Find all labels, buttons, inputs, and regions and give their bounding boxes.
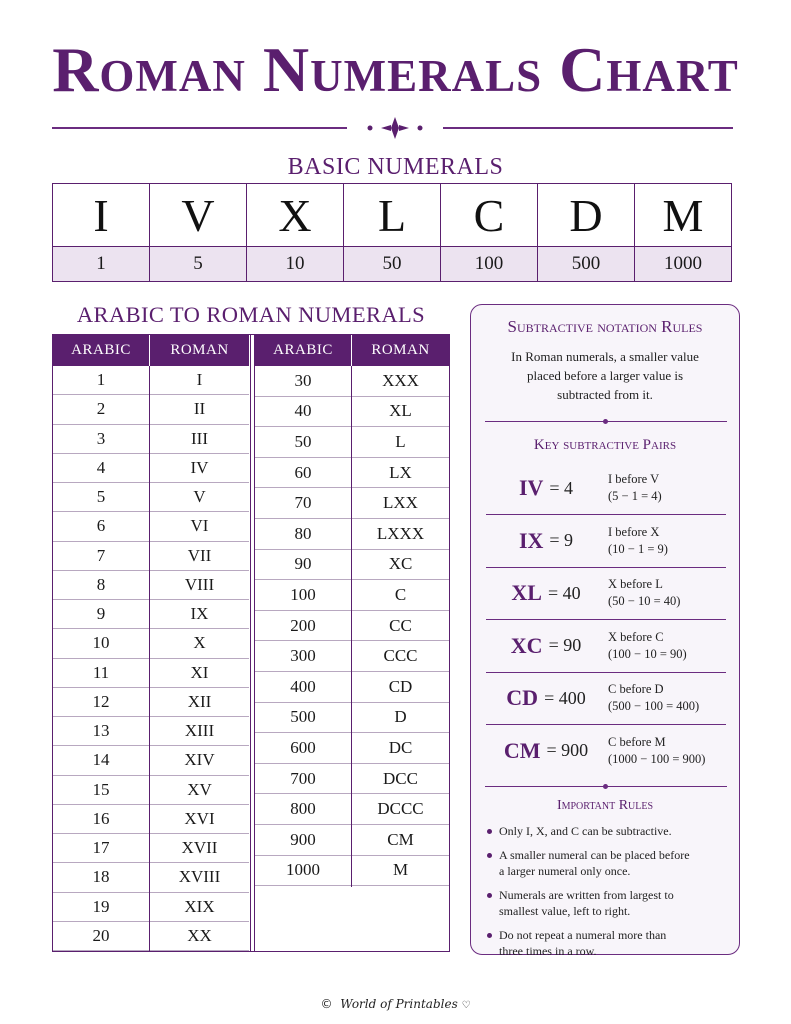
basic-col [247, 184, 344, 281]
pair-description [608, 734, 705, 768]
roman-cell: IV [150, 454, 249, 483]
pair-description [608, 471, 662, 505]
basic-symbol: M [662, 189, 704, 241]
roman-cell: XIII [150, 717, 249, 746]
arabic-cell: 600 [255, 733, 351, 764]
pair-line: (1000 − 100 = 900) [608, 751, 706, 766]
arabic-cell: 8 [53, 571, 149, 600]
pair-line: X before C [608, 629, 664, 644]
basic-symbol: V [181, 189, 215, 241]
subtractive-pair [486, 725, 726, 777]
arabic-cell: 13 [53, 717, 149, 746]
arabic-cell: 6 [53, 512, 149, 541]
header-arabic: ARABIC [255, 335, 351, 366]
pair-equation [486, 515, 606, 567]
subtractive-intro [471, 347, 739, 404]
arabic-cell: 7 [53, 542, 149, 571]
divider-dot [603, 784, 608, 789]
arabic-cell: 400 [255, 672, 351, 703]
rules-title: Important Rules [556, 798, 654, 813]
arabic-cell: 300 [255, 641, 351, 672]
basic-value: 100 [441, 246, 537, 281]
arabic-cell: 14 [53, 746, 149, 775]
intro-line: placed before a larger value is [526, 368, 684, 383]
basic-symbol: L [377, 189, 407, 241]
header-roman: ROMAN [150, 335, 249, 366]
roman-cell: DCC [352, 764, 449, 795]
pair-symbol: IV [518, 475, 544, 500]
roman-cell: LXXX [352, 519, 449, 550]
roman-cell: D [352, 703, 449, 734]
basic-value: 1 [53, 246, 149, 281]
pair-equation [486, 567, 606, 619]
pair-symbol: IX [518, 527, 544, 553]
divider-dot [603, 419, 608, 424]
subtractive-pair [486, 462, 726, 515]
pair-description [608, 681, 699, 715]
rules-list [483, 823, 733, 967]
arabic-cell: 500 [255, 703, 351, 734]
basic-value: 1000 [635, 246, 731, 281]
rule-item [483, 887, 733, 920]
arabic-cell: 90 [255, 550, 351, 581]
subtractive-panel [470, 304, 740, 958]
arabic-cell: 3 [53, 425, 149, 454]
heart-icon: ♡ [461, 1000, 471, 1011]
arabic-cell: 20 [53, 922, 149, 951]
rule-line: Numerals are written from largest to [499, 887, 674, 902]
pair-symbol: XC [510, 632, 543, 658]
rule-item [483, 823, 733, 840]
pair-description [608, 629, 687, 663]
arabic-to-roman-table [52, 334, 450, 952]
rule-line: A smaller numeral can be placed before [499, 847, 690, 862]
roman-cell: VI [150, 512, 249, 541]
arabic-cell: 1 [53, 366, 149, 395]
arabic-cell: 18 [53, 863, 149, 892]
pair-value: = 40 [547, 582, 581, 603]
page-title: Roman Numerals Chart [52, 34, 739, 105]
roman-cell: XVI [150, 805, 249, 834]
arabic-cell: 12 [53, 688, 149, 717]
basic-col [441, 184, 538, 281]
roman-cell: VIII [150, 571, 249, 600]
subtractive-title: Subtractive notation Rules [507, 317, 703, 336]
roman-cell: CD [352, 672, 449, 703]
pair-equation [486, 462, 606, 514]
footer [0, 997, 791, 1011]
roman-cell: XV [150, 776, 249, 805]
brand-logo: World of Printables [340, 997, 458, 1011]
basic-symbol: X [278, 189, 312, 241]
arabic-cell: 70 [255, 488, 351, 519]
arabic-cell: 2 [53, 395, 149, 424]
pair-value: = 90 [548, 635, 582, 655]
roman-cell: I [150, 366, 249, 395]
arabic-cell: 50 [255, 427, 351, 458]
arabic-cell: 19 [53, 893, 149, 922]
arabic-cell: 40 [255, 397, 351, 428]
rule-line: three times in a row. [499, 944, 597, 958]
pair-value: = 400 [544, 687, 586, 708]
roman-cell: XL [352, 397, 449, 428]
pair-equation [486, 620, 606, 672]
pair-equation [486, 725, 606, 777]
pair-symbol: XL [511, 580, 542, 605]
basic-value: 500 [538, 246, 634, 281]
pair-line: (500 − 100 = 400) [608, 699, 700, 713]
arabic-cell: 60 [255, 458, 351, 489]
arabic-cell: 16 [53, 805, 149, 834]
basic-value: 5 [150, 246, 246, 281]
roman-cell: X [150, 629, 249, 658]
intro-line: In Roman numerals, a smaller value [511, 349, 699, 364]
basic-numerals-table [52, 183, 732, 282]
rule-line: Do not repeat a numeral more than [499, 927, 667, 942]
roman-cell: XII [150, 688, 249, 717]
arabic-cell: 11 [53, 659, 149, 688]
roman-cell: III [150, 425, 249, 454]
roman-cell: C [352, 580, 449, 611]
arabic-cell: 800 [255, 794, 351, 825]
pair-line: (100 − 10 = 90) [608, 646, 687, 661]
basic-symbol: C [473, 189, 505, 241]
pair-value: = 4 [549, 477, 574, 498]
arabic-cell: 1000 [255, 856, 351, 887]
arabic-cell: 10 [53, 629, 149, 658]
pair-line: (10 − 1 = 9) [608, 541, 668, 556]
roman-cell: XX [150, 922, 249, 951]
roman-cell: XIX [150, 893, 249, 922]
pair-symbol: CM [503, 737, 541, 763]
roman-cell: XXX [352, 366, 449, 397]
pair-line: X before L [608, 577, 663, 591]
subtractive-pair [486, 515, 726, 568]
roman-cell: XVIII [150, 863, 249, 892]
basic-numerals-title: BASIC NUMERALS [287, 154, 504, 180]
basic-symbol: I [93, 189, 109, 241]
pair-line: (5 − 1 = 4) [608, 489, 662, 503]
rule-item [483, 927, 733, 960]
arabic-cell: 100 [255, 580, 351, 611]
rule-line: Only I, X, and C can be subtractive. [499, 824, 672, 838]
arabic-cell: 30 [255, 366, 351, 397]
roman-cell: XIV [150, 746, 249, 775]
arabic-cell: 700 [255, 764, 351, 795]
roman-cell: IX [150, 600, 249, 629]
roman-cell: XVII [150, 834, 249, 863]
arabic-cell: 80 [255, 519, 351, 550]
roman-cell: CM [352, 825, 449, 856]
basic-symbol: D [569, 189, 603, 241]
subtractive-pair [486, 620, 726, 673]
arabic-cell: 15 [53, 776, 149, 805]
roman-cell: CC [352, 611, 449, 642]
roman-cell: DCCC [352, 794, 449, 825]
roman-cell: II [150, 395, 249, 424]
pair-line: I before X [608, 524, 660, 539]
pair-line: (50 − 10 = 40) [608, 594, 681, 608]
basic-col [150, 184, 247, 281]
basic-value: 50 [344, 246, 440, 281]
basic-col [344, 184, 441, 281]
title-rule-right [443, 127, 733, 129]
basic-col [635, 184, 731, 281]
roman-cell: M [352, 856, 449, 887]
roman-cell: L [352, 427, 449, 458]
subtractive-pair [486, 567, 726, 620]
roman-cell: XI [150, 659, 249, 688]
copyright-symbol: © [320, 997, 333, 1011]
pair-description [608, 576, 680, 610]
roman-cell: V [150, 483, 249, 512]
pair-value: = 9 [549, 530, 574, 550]
arabic-cell: 5 [53, 483, 149, 512]
pairs-title: Key subtractive Pairs [533, 437, 677, 453]
intro-line: subtracted from it. [557, 387, 653, 402]
header-arabic: ARABIC [53, 335, 149, 366]
arabic-cell: 9 [53, 600, 149, 629]
basic-col [53, 184, 150, 281]
roman-cell: VII [150, 542, 249, 571]
pair-line: C before M [608, 734, 666, 749]
roman-cell: LX [352, 458, 449, 489]
roman-cell: XC [352, 550, 449, 581]
rule-line: a larger numeral only once. [499, 864, 631, 878]
roman-cell: DC [352, 733, 449, 764]
arabic-to-roman-title: ARABIC TO ROMAN NUMERALS [76, 302, 426, 327]
pair-value: = 900 [546, 740, 589, 760]
arabic-cell: 900 [255, 825, 351, 856]
basic-value: 10 [247, 246, 343, 281]
header-roman: ROMAN [352, 335, 449, 366]
arabic-cell: 17 [53, 834, 149, 863]
roman-cell: CCC [352, 641, 449, 672]
pair-description [608, 524, 668, 558]
rule-line: smallest value, left to right. [499, 904, 631, 918]
pair-equation [486, 672, 606, 724]
pair-line: C before D [608, 682, 664, 696]
pair-symbol: CD [506, 685, 539, 710]
subtractive-pair [486, 672, 726, 725]
pair-line: I before V [608, 472, 660, 486]
rule-item [483, 847, 733, 880]
roman-cell: LXX [352, 488, 449, 519]
arabic-cell: 4 [53, 454, 149, 483]
arabic-cell: 200 [255, 611, 351, 642]
title-rule-left [52, 127, 347, 129]
basic-col [538, 184, 635, 281]
ornament-icon [365, 116, 425, 140]
